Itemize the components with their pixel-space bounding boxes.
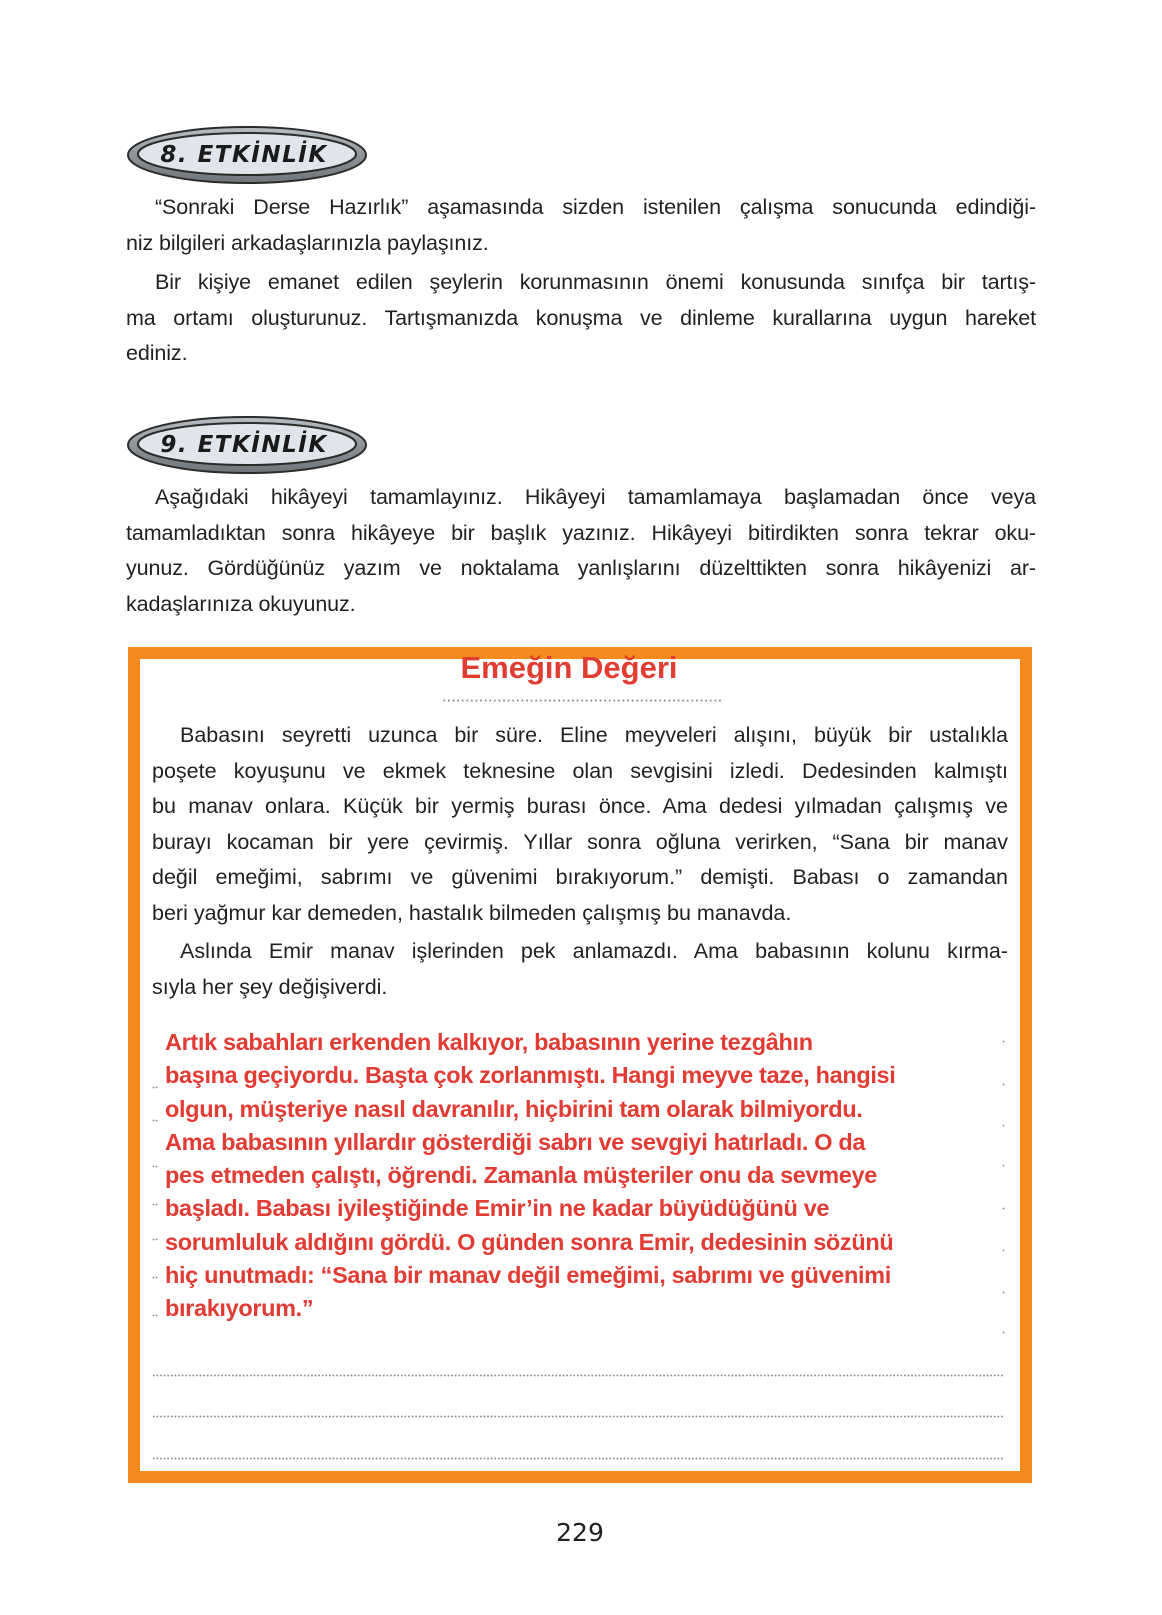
empty-writing-line[interactable] [152, 1415, 1004, 1418]
text-line: tamamladıktan sonra hikâyeye bir başlık yazınız. Hikâyeyi bitirdikten sonra tekrar oku- [126, 520, 1036, 545]
text-line: Aşağıdaki hikâyeyi tamamlayınız. Hikâyeyi tamamlamaya başlamadan önce veya [155, 485, 1036, 509]
dotted-leader [152, 1203, 158, 1206]
dotted-leader [152, 1165, 158, 1168]
activity-9-paragraph [126, 480, 1036, 622]
page-number [0, 1518, 1162, 1547]
story-title [0, 650, 1162, 686]
answer-line: başladı. Babası iyileştiğinde Emir’in ne kadar büyüdüğünü ve [165, 1195, 830, 1222]
page-number-text: 229 [556, 1518, 604, 1547]
text-line: değil emeğimi, sabrımı ve güvenimi bırakıyorum.” demişti. Babası o zamandan [152, 865, 1008, 889]
text-line: niz bilgileri arkadaşlarınızla paylaşınız. [126, 230, 489, 255]
answer-line: hiç unutmadı: “Sana bir manav değil emeğimi, sabrımı ve güvenimi [165, 1262, 891, 1289]
text-line: Babasını seyretti uzunca bir süre. Eline meyveleri alışını, büyük bir ustalıkla [180, 723, 1008, 747]
text-line: beri yağmur kar demeden, hastalık bilmeden çalışmış bu manavda. [152, 900, 792, 925]
activity-9-badge [126, 415, 368, 475]
story-paragraph-2 [152, 934, 1008, 1005]
activity-8-label: 8. ETKİNLİK [160, 142, 328, 168]
empty-writing-line[interactable] [152, 1374, 1004, 1377]
dotted-leader [152, 1314, 158, 1317]
answer-line: pes etmeden çalıştı, öğrendi. Zamanla müşteriler onu da sevmeye [165, 1162, 877, 1189]
story-continuation-answer [165, 1026, 1005, 1326]
dotted-leader [152, 1238, 158, 1241]
dotted-leader [152, 1086, 158, 1089]
dotted-leader [152, 1276, 158, 1279]
text-line: sıyla her şey değişiverdi. [152, 974, 388, 999]
text-line: ediniz. [126, 341, 188, 365]
text-line: bu manav onlara. Küçük bir yermiş burası önce. Ama dedesi yılmadan çalışmış ve [152, 794, 1008, 818]
answer-line: Ama babasının yıllardır gösterdiği sabrı ve sevgiyi hatırladı. O da [165, 1128, 866, 1155]
answer-line: olgun, müşteriye nasıl davranılır, hiçbirini tam olarak bilmiyordu. [165, 1095, 863, 1122]
answer-line: başına geçiyordu. Başta çok zorlanmıştı. Hangi meyve taze, hangisi [165, 1062, 896, 1089]
text-line: “Sonraki Derse Hazırlık” aşamasında sizden istenilen çalışma sonucunda edindiği- [155, 195, 1036, 219]
text-line: burayı kocaman bir yere çevirmiş. Yıllar sonra oğluna verirken, “Sana bir manav [152, 829, 1008, 854]
activity-9-label: 9. ETKİNLİK [160, 432, 328, 458]
title-dotted-underline [442, 699, 722, 702]
empty-writing-line[interactable] [152, 1457, 1004, 1460]
answer-line: Artık sabahları erkenden kalkıyor, babasının yerine tezgâhın [165, 1029, 813, 1055]
dotted-leader [1002, 1331, 1005, 1334]
answer-line: sorumluluk aldığını gördü. O günden sonra Emir, dedesinin sözünü [165, 1228, 894, 1255]
activity-8-badge [126, 125, 368, 185]
text-line: kadaşlarınıza okuyunuz. [126, 591, 356, 616]
answer-line: bırakıyorum.” [165, 1295, 314, 1322]
activity-8-paragraph-2 [126, 265, 1036, 372]
text-line: yunuz. Gördüğünüz yazım ve noktalama yanlışlarını düzelttikten sonra hikâyenizi ar- [126, 556, 1036, 580]
dotted-leader [152, 1119, 158, 1122]
story-paragraph-1 [152, 718, 1008, 931]
story-title-text: Emeğin Değeri [460, 650, 678, 685]
text-line: Aslında Emir manav işlerinden pek anlamazdı. Ama babasının kolunu kırma- [180, 939, 1008, 963]
text-line: poşete koyuşunu ve ekmek teknesine olan sevgisini izledi. Dedesinden kalmıştı [152, 758, 1008, 783]
activity-8-paragraph-1 [126, 190, 1036, 261]
text-line: Bir kişiye emanet edilen şeylerin korunmasının önemi konusunda sınıfça bir tartış- [155, 270, 1036, 294]
text-line: ma ortamı oluşturunuz. Tartışmanızda konuşma ve dinleme kurallarına uygun hareket [126, 305, 1036, 330]
